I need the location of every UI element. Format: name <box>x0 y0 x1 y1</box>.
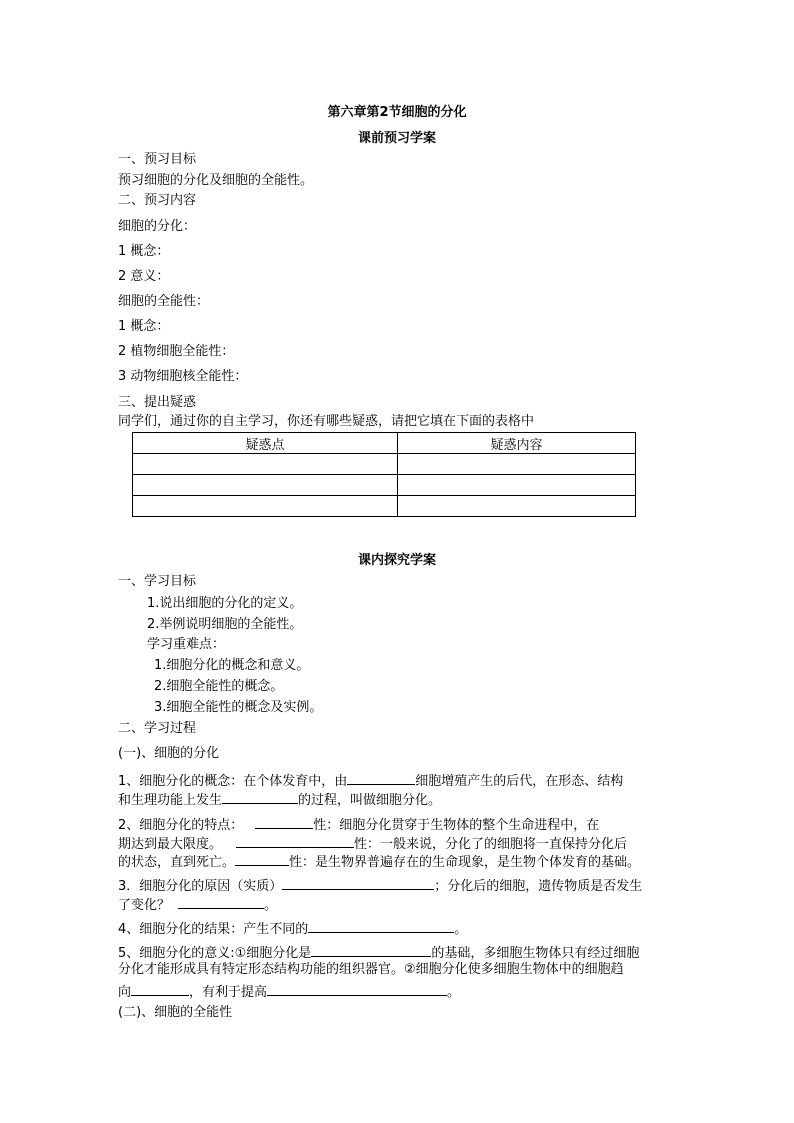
q2-blank-3[interactable] <box>235 852 289 866</box>
q3-blank-1[interactable] <box>282 876 434 890</box>
q2-blank-2[interactable] <box>236 834 354 848</box>
q5-line-2: 分化才能形成具有特定形态结构功能的组织器官。②细胞分化使多细胞生物体中的细胞趋 <box>118 962 624 977</box>
table-cell[interactable] <box>398 475 636 496</box>
q2-text-d: 性：一般来说，分化了的细胞将一直保持分化后 <box>354 837 628 852</box>
section-title-preview: 课前预习学案 <box>357 131 436 146</box>
q1-text-d: 的过程，叫做细胞分化。 <box>298 793 442 808</box>
q2-text-c: 期达到最大限度。 <box>118 837 223 852</box>
q3-text-d: 。 <box>264 898 278 913</box>
table-row <box>133 496 636 517</box>
diff-meaning: 2 意义： <box>118 269 170 284</box>
totipotency-concept: 1 概念： <box>118 319 170 334</box>
plant-totipotency: 2 植物细胞全能性： <box>118 344 235 359</box>
animal-totipotency: 3 动物细胞核全能性： <box>118 369 248 384</box>
q2-text-e: 的状态，直到死亡。 <box>118 855 236 870</box>
q3-blank-2[interactable] <box>178 895 264 909</box>
q3-text-b: ；分化后的细胞，遗传物质是否发生 <box>434 879 643 894</box>
q2-text-b: 性：细胞分化贯穿于生物体的整个生命进程中，在 <box>313 818 600 833</box>
key-points-heading: 学习重难点： <box>147 637 226 652</box>
part-one-heading: (一)、细胞的分化 <box>118 746 220 761</box>
doubts-instruction: 同学们，通过你的自主学习，你还有哪些疑惑，请把它填在下面的表格中 <box>118 414 535 429</box>
learning-process-heading: 二、学习过程 <box>118 721 197 736</box>
doubts-heading: 三、提出疑惑 <box>118 395 197 410</box>
table-row <box>133 454 636 475</box>
q5-text-e: ，有利于提高 <box>189 985 268 1000</box>
diff-heading: 细胞的分化： <box>118 219 197 234</box>
q2-line-1 <box>118 815 599 834</box>
doubts-table <box>132 432 636 517</box>
q3-text-a: 3．细胞分化的原因（实质） <box>118 879 283 894</box>
q5-blank-3[interactable] <box>267 982 447 996</box>
table-header-doubt-point: 疑惑点 <box>133 433 398 454</box>
q5-line-1 <box>118 943 639 962</box>
table-row <box>133 475 636 496</box>
q1-blank-1[interactable] <box>347 771 415 785</box>
table-cell[interactable] <box>398 496 636 517</box>
q4-text-a: 4、细胞分化的结果：产生不同的 <box>118 922 309 937</box>
q1-line-2 <box>118 790 441 809</box>
q5-text-b: 的基础，多细胞生物体只有经过细胞 <box>431 946 640 961</box>
key-point-2: 2.细胞全能性的概念。 <box>154 679 284 694</box>
q1-text-c: 和生理功能上发生 <box>118 793 223 808</box>
totipotency-heading: 细胞的全能性： <box>118 294 210 309</box>
q1-text-b: 细胞增殖产生的后代，在形态、结构 <box>415 774 624 789</box>
preview-goal-text: 预习细胞的分化及细胞的全能性。 <box>118 173 314 188</box>
q3-line-2 <box>118 895 277 914</box>
key-point-3: 3.细胞全能性的概念及实例。 <box>154 700 323 715</box>
section-title-inclass: 课内探究学案 <box>357 553 436 568</box>
q5-text-a: 5、细胞分化的意义:①细胞分化是 <box>118 946 312 961</box>
part-two-heading: (二)、细胞的全能性 <box>118 1005 233 1020</box>
q5-blank-2[interactable] <box>131 982 189 996</box>
q4-line <box>118 919 467 938</box>
q3-text-c: 了变化？ <box>118 898 171 913</box>
table-cell[interactable] <box>133 496 398 517</box>
q1-blank-2[interactable] <box>222 790 298 804</box>
q2-text-f: 性：是生物界普遍存在的生命现象，是生物个体发育的基础。 <box>289 855 641 870</box>
table-cell[interactable] <box>133 475 398 496</box>
q2-text-a: 2、细胞分化的特点： <box>118 818 244 833</box>
q5-text-f: 。 <box>447 985 461 1000</box>
q2-line-2 <box>118 834 627 853</box>
q2-blank-1[interactable] <box>255 815 313 829</box>
q1-text-a: 1、细胞分化的概念：在个体发育中，由 <box>118 774 348 789</box>
q5-blank-1[interactable] <box>311 943 431 957</box>
learning-goal-2: 2.举例说明细胞的全能性。 <box>147 617 303 632</box>
learning-goal-heading: 一、学习目标 <box>118 574 197 589</box>
q4-blank[interactable] <box>308 919 454 933</box>
learning-goal-1: 1.说出细胞的分化的定义。 <box>147 596 303 611</box>
q4-text-b: 。 <box>454 922 468 937</box>
key-point-1: 1.细胞分化的概念和意义。 <box>154 658 310 673</box>
page-title: 第六章第2节细胞的分化 <box>327 105 467 120</box>
q5-text-d: 向 <box>118 985 132 1000</box>
q2-line-3 <box>118 852 640 871</box>
q3-line-1 <box>118 876 642 895</box>
q5-line-3 <box>118 982 460 1001</box>
q1-line-1 <box>118 771 623 790</box>
table-cell[interactable] <box>133 454 398 475</box>
table-header-doubt-content: 疑惑内容 <box>398 433 636 454</box>
preview-content-heading: 二、预习内容 <box>118 193 197 208</box>
table-cell[interactable] <box>398 454 636 475</box>
diff-concept: 1 概念： <box>118 244 170 259</box>
preview-goal-heading: 一、预习目标 <box>118 152 197 167</box>
